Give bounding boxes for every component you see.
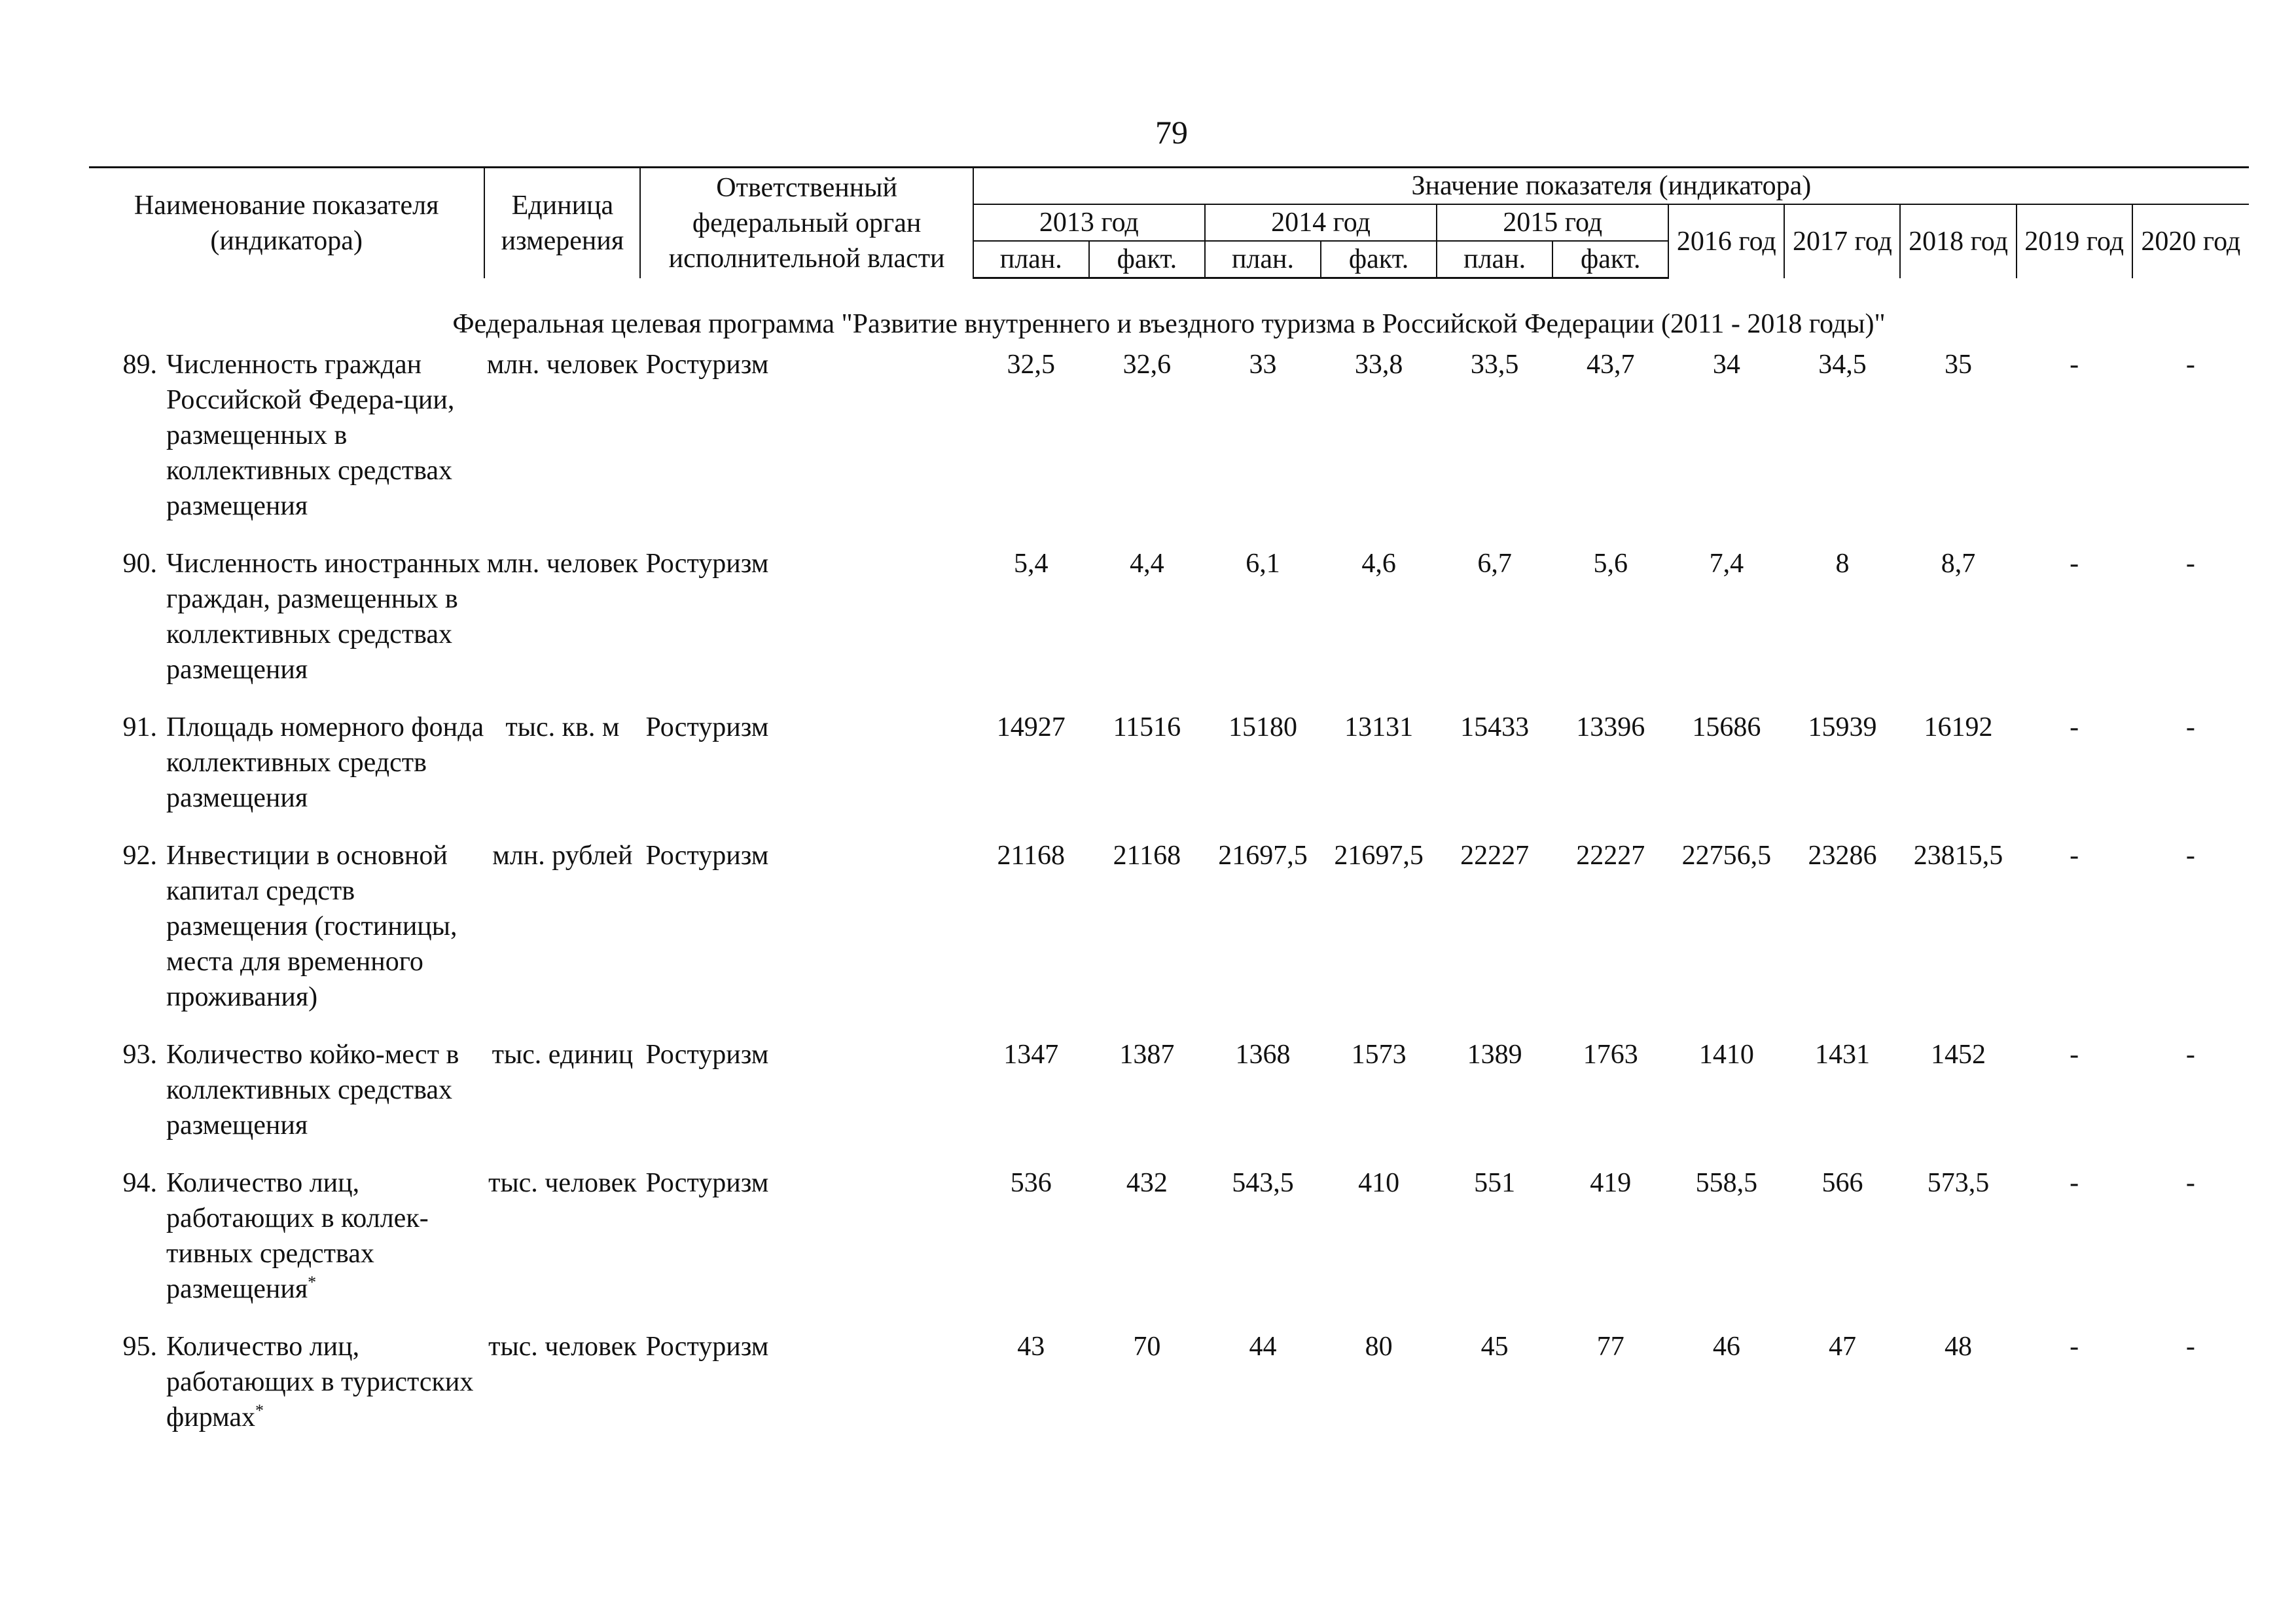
table-header	[89, 168, 2249, 278]
value-cell: 1387	[1119, 1040, 1175, 1070]
value-cell: 47	[1828, 1332, 1856, 1362]
header-year-2015: 2015 год	[1437, 204, 1668, 241]
responsible-org: Ростуризм	[645, 549, 769, 579]
header-year-2020: 2020 год	[2132, 204, 2249, 278]
indicator-name-text: Численность иностранных граждан, размещенных в коллективных средствах размещения	[166, 549, 481, 685]
header-year-2016: 2016 год	[1668, 204, 1784, 278]
value-cell: 6,7	[1477, 549, 1512, 579]
value-cell: 45	[1480, 1332, 1509, 1362]
indicator-name-text: Численность граждан Российской Федера-ции, размещенных в коллективных средствах размещения	[166, 350, 455, 521]
table-row	[89, 838, 2249, 1037]
value-cell: 34	[1712, 350, 1740, 380]
value-cell: 15180	[1228, 712, 1297, 742]
value-cell: 44	[1249, 1332, 1277, 1362]
table-row	[89, 1329, 2249, 1457]
indicator-unit: млн. человек	[486, 350, 639, 380]
row-number: 93.	[122, 1040, 158, 1070]
value-cell: -	[2070, 1168, 2079, 1198]
indicator-unit: млн. рублей	[492, 841, 633, 871]
indicator-name	[157, 1329, 484, 1457]
indicator-name	[157, 546, 484, 710]
value-cell: -	[2185, 712, 2195, 742]
value-cell: 21697,5	[1218, 841, 1308, 871]
value-cell: 77	[1596, 1332, 1624, 1362]
indicator-name	[157, 710, 484, 838]
value-cell: 22227	[1576, 841, 1645, 871]
value-cell: 1452	[1931, 1040, 1986, 1070]
value-cell: 1389	[1467, 1040, 1522, 1070]
value-cell: 1763	[1583, 1040, 1638, 1070]
value-cell: 13131	[1344, 712, 1414, 742]
value-cell: 1347	[1003, 1040, 1059, 1070]
value-cell: 32,5	[1007, 350, 1056, 380]
row-number: 91.	[122, 712, 158, 742]
value-cell: -	[2070, 350, 2079, 380]
value-cell: 7,4	[1709, 549, 1744, 579]
header-name: Наименование показателя (индикатора)	[89, 168, 484, 278]
value-cell: 33,5	[1470, 350, 1519, 380]
indicator-name	[157, 1037, 484, 1165]
value-cell: 34,5	[1818, 350, 1867, 380]
header-unit: Единица измерения	[484, 168, 640, 278]
value-cell: -	[2185, 350, 2195, 380]
indicator-name	[157, 347, 484, 546]
value-cell: 23286	[1808, 841, 1877, 871]
indicator-unit: тыс. человек	[488, 1332, 637, 1362]
header-year-2014: 2014 год	[1205, 204, 1437, 241]
responsible-org: Ростуризм	[645, 1332, 769, 1362]
value-cell: -	[2070, 712, 2079, 742]
value-cell: 43	[1017, 1332, 1045, 1362]
value-cell: 46	[1712, 1332, 1740, 1362]
value-cell: -	[2070, 1040, 2079, 1070]
indicator-name-text: Количество лиц, работающих в туристских фирмах	[166, 1332, 474, 1432]
value-cell: 558,5	[1695, 1168, 1758, 1198]
row-number: 89.	[122, 350, 158, 380]
header-plan-2015: план.	[1437, 241, 1552, 278]
value-cell: 22227	[1460, 841, 1530, 871]
indicator-unit: млн. человек	[486, 549, 639, 579]
value-cell: 1410	[1698, 1040, 1754, 1070]
indicator-name	[157, 838, 484, 1037]
value-cell: 21168	[1113, 841, 1181, 871]
indicator-name-text: Количество койко-мест в коллективных средствах размещения	[166, 1040, 459, 1140]
value-cell: 21168	[997, 841, 1065, 871]
value-cell: 21697,5	[1334, 841, 1424, 871]
value-cell: 566	[1821, 1168, 1863, 1198]
header-plan-2014: план.	[1205, 241, 1321, 278]
value-cell: 551	[1474, 1168, 1516, 1198]
table-row	[89, 1037, 2249, 1165]
value-cell: -	[2185, 841, 2195, 871]
value-cell: -	[2185, 1332, 2195, 1362]
value-cell: 1368	[1235, 1040, 1291, 1070]
table-row	[89, 347, 2249, 546]
value-cell: 432	[1126, 1168, 1168, 1198]
indicator-unit: тыс. единиц	[492, 1040, 634, 1070]
value-cell: 4,6	[1361, 549, 1396, 579]
value-cell: 22756,5	[1681, 841, 1772, 871]
responsible-org: Ростуризм	[645, 841, 769, 871]
value-cell: 48	[1945, 1332, 1973, 1362]
header-fact-2013: факт.	[1089, 241, 1205, 278]
value-cell: 33	[1249, 350, 1277, 380]
value-cell: 543,5	[1232, 1168, 1294, 1198]
header-fact-2015: факт.	[1552, 241, 1668, 278]
table-row	[89, 546, 2249, 710]
responsible-org: Ростуризм	[645, 1040, 769, 1070]
footnote-marker: *	[308, 1273, 317, 1292]
value-cell: 35	[1945, 350, 1973, 380]
value-cell: 419	[1590, 1168, 1632, 1198]
value-cell: 23815,5	[1913, 841, 2003, 871]
value-cell: -	[2185, 1040, 2195, 1070]
value-cell: 410	[1358, 1168, 1400, 1198]
value-cell: -	[2070, 549, 2079, 579]
value-cell: 15939	[1808, 712, 1877, 742]
value-cell: 15433	[1460, 712, 1530, 742]
value-cell: 5,6	[1593, 549, 1628, 579]
header-org: Ответственный федеральный орган исполнительной власти	[640, 168, 973, 278]
header-year-2018: 2018 год	[1900, 204, 2016, 278]
value-cell: 4,4	[1130, 549, 1164, 579]
value-cell: 16192	[1924, 712, 1993, 742]
value-cell: 5,4	[1014, 549, 1049, 579]
indicator-name	[157, 1165, 484, 1329]
value-cell: 8,7	[1941, 549, 1976, 579]
responsible-org: Ростуризм	[645, 350, 769, 380]
value-cell: 32,6	[1122, 350, 1172, 380]
table-row	[89, 1165, 2249, 1329]
value-cell: 8	[1835, 549, 1850, 579]
footnote-marker: *	[255, 1401, 264, 1420]
responsible-org: Ростуризм	[645, 1168, 769, 1198]
value-cell: -	[2070, 1332, 2079, 1362]
indicator-name-text: Количество лиц, работающих в коллек-тивных средствах размещения	[166, 1168, 429, 1304]
indicator-rows	[89, 347, 2249, 1457]
header-year-2013: 2013 год	[973, 204, 1205, 241]
table-row	[89, 710, 2249, 838]
header-year-2017: 2017 год	[1784, 204, 1900, 278]
value-cell: -	[2185, 549, 2195, 579]
header-values-group: Значение показателя (индикатора)	[973, 168, 2249, 205]
responsible-org: Ростуризм	[645, 712, 769, 742]
value-cell: 33,8	[1354, 350, 1403, 380]
header-year-2019: 2019 год	[2017, 204, 2132, 278]
value-cell: 11516	[1113, 712, 1181, 742]
value-cell: 80	[1365, 1332, 1393, 1362]
value-cell: 6,1	[1246, 549, 1280, 579]
indicator-name-text: Площадь номерного фонда коллективных средств размещения	[166, 712, 484, 813]
indicator-name-text: Инвестиции в основной капитал средств размещения (гостиницы, места для временного проживания)	[166, 841, 457, 1012]
value-cell: -	[2070, 841, 2079, 871]
value-cell: 536	[1010, 1168, 1052, 1198]
value-cell: 1431	[1814, 1040, 1870, 1070]
value-cell: 14927	[996, 712, 1066, 742]
row-number: 92.	[122, 841, 158, 871]
value-cell: 1573	[1351, 1040, 1407, 1070]
program-title: Федеральная целевая программа "Развитие внутреннего и въездного туризма в Российской Федерации (2011 - 2018 годы)"	[452, 309, 1886, 339]
value-cell: 15686	[1692, 712, 1761, 742]
header-plan-2013: план.	[973, 241, 1089, 278]
value-cell: -	[2185, 1168, 2195, 1198]
value-cell: 573,5	[1927, 1168, 1990, 1198]
page-number: 79	[1155, 114, 1188, 151]
indicator-unit: тыс. человек	[488, 1168, 637, 1198]
row-number: 90.	[122, 549, 158, 579]
value-cell: 13396	[1576, 712, 1645, 742]
row-number: 95.	[122, 1332, 158, 1362]
row-number: 94.	[122, 1168, 158, 1198]
header-fact-2014: факт.	[1321, 241, 1437, 278]
indicator-unit: тыс. кв. м	[505, 712, 620, 742]
value-cell: 70	[1133, 1332, 1161, 1362]
indicator-table	[89, 166, 2249, 1457]
value-cell: 43,7	[1587, 350, 1635, 380]
